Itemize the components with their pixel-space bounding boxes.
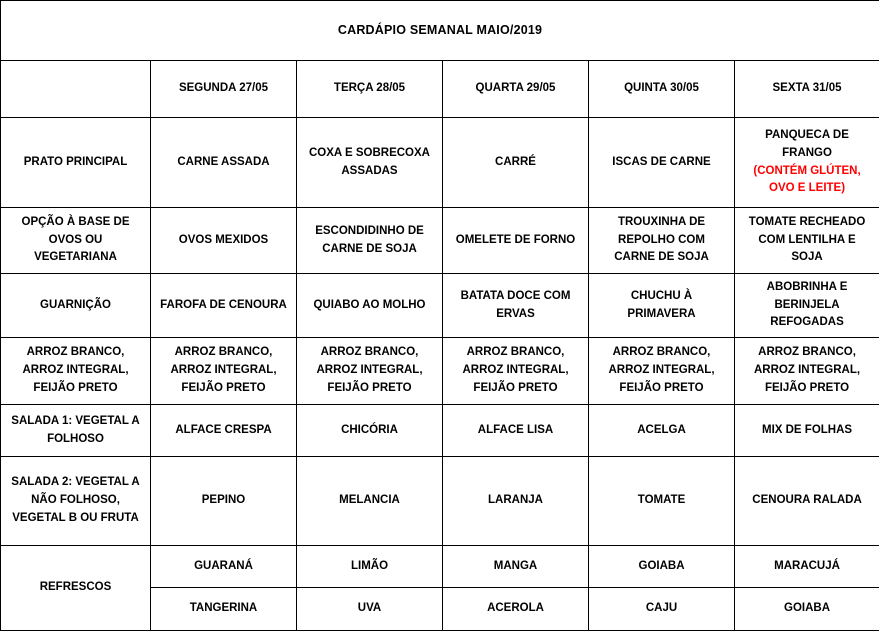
row-label-opcao-vegetariana: OPÇÃO À BASE DE OVOS OU VEGETARIANA xyxy=(1,208,151,274)
menu-cell: CHUCHU À PRIMAVERA xyxy=(589,274,735,338)
menu-cell: BATATA DOCE COM ERVAS xyxy=(443,274,589,338)
menu-cell: ESCONDIDINHO DE CARNE DE SOJA xyxy=(297,208,443,274)
menu-cell: TANGERINA xyxy=(151,588,297,631)
menu-cell: LARANJA xyxy=(443,457,589,546)
menu-cell: MIX DE FOLHAS xyxy=(735,405,879,457)
menu-cell: TROUXINHA DE REPOLHO COM CARNE DE SOJA xyxy=(589,208,735,274)
row-label-arroz-feijao: ARROZ BRANCO, ARROZ INTEGRAL, FEIJÃO PRETO xyxy=(1,338,151,405)
menu-cell: ARROZ BRANCO, ARROZ INTEGRAL, FEIJÃO PRETO xyxy=(151,338,297,405)
row-prato-principal xyxy=(1,118,879,208)
row-label-prato-principal: PRATO PRINCIPAL xyxy=(1,118,151,208)
menu-cell: GOIABA xyxy=(735,588,879,631)
menu-cell: ACELGA xyxy=(589,405,735,457)
menu-cell: GUARANÁ xyxy=(151,546,297,588)
menu-cell: TOMATE RECHEADO COM LENTILHA E SOJA xyxy=(735,208,879,274)
menu-cell: OVOS MEXIDOS xyxy=(151,208,297,274)
header-sexta: SEXTA 31/05 xyxy=(735,61,879,118)
menu-cell: ARROZ BRANCO, ARROZ INTEGRAL, FEIJÃO PRETO xyxy=(297,338,443,405)
menu-cell: COXA E SOBRECOXA ASSADAS xyxy=(297,118,443,208)
header-terca: TERÇA 28/05 xyxy=(297,61,443,118)
menu-cell: CARRÉ xyxy=(443,118,589,208)
menu-cell: ACEROLA xyxy=(443,588,589,631)
row-opcao-vegetariana xyxy=(1,208,879,274)
header-quinta: QUINTA 30/05 xyxy=(589,61,735,118)
row-salada-1 xyxy=(1,405,879,457)
row-label-guarnicao: GUARNIÇÃO xyxy=(1,274,151,338)
menu-cell: MELANCIA xyxy=(297,457,443,546)
header-quarta: QUARTA 29/05 xyxy=(443,61,589,118)
row-label-salada-2: SALADA 2: VEGETAL A NÃO FOLHOSO, VEGETAL B OU FRUTA xyxy=(1,457,151,546)
menu-cell: ALFACE LISA xyxy=(443,405,589,457)
menu-cell: CHICÓRIA xyxy=(297,405,443,457)
allergen-warning: (CONTÉM GLÚTEN, OVO E LEITE) xyxy=(743,163,871,199)
menu-cell: GOIABA xyxy=(589,546,735,588)
menu-cell: TOMATE xyxy=(589,457,735,546)
row-label-refrescos: REFRESCOS xyxy=(1,546,151,631)
row-label-salada-1: SALADA 1: VEGETAL A FOLHOSO xyxy=(1,405,151,457)
row-arroz-feijao xyxy=(1,338,879,405)
menu-cell: ARROZ BRANCO, ARROZ INTEGRAL, FEIJÃO PRETO xyxy=(735,338,879,405)
menu-cell: ABOBRINHA E BERINJELA REFOGADAS xyxy=(735,274,879,338)
dish-name: PANQUECA DE FRANGO xyxy=(765,129,849,159)
menu-cell: QUIABO AO MOLHO xyxy=(297,274,443,338)
menu-cell: ISCAS DE CARNE xyxy=(589,118,735,208)
menu-cell: ARROZ BRANCO, ARROZ INTEGRAL, FEIJÃO PRETO xyxy=(443,338,589,405)
menu-cell xyxy=(735,118,879,208)
row-salada-2 xyxy=(1,457,879,546)
menu-cell: MARACUJÁ xyxy=(735,546,879,588)
menu-cell: UVA xyxy=(297,588,443,631)
menu-cell: OMELETE DE FORNO xyxy=(443,208,589,274)
menu-cell: ALFACE CRESPA xyxy=(151,405,297,457)
title-row xyxy=(1,1,879,61)
menu-cell: CAJU xyxy=(589,588,735,631)
header-empty-cell xyxy=(1,61,151,118)
menu-cell: CENOURA RALADA xyxy=(735,457,879,546)
page-title: CARDÁPIO SEMANAL MAIO/2019 xyxy=(1,1,879,61)
menu-cell: MANGA xyxy=(443,546,589,588)
menu-cell: PEPINO xyxy=(151,457,297,546)
menu-cell: ARROZ BRANCO, ARROZ INTEGRAL, FEIJÃO PRETO xyxy=(589,338,735,405)
menu-cell: FAROFA DE CENOURA xyxy=(151,274,297,338)
header-row xyxy=(1,61,879,118)
menu-cell: LIMÃO xyxy=(297,546,443,588)
row-guarnicao xyxy=(1,274,879,338)
menu-cell: CARNE ASSADA xyxy=(151,118,297,208)
row-refrescos-1 xyxy=(1,546,879,588)
header-segunda: SEGUNDA 27/05 xyxy=(151,61,297,118)
